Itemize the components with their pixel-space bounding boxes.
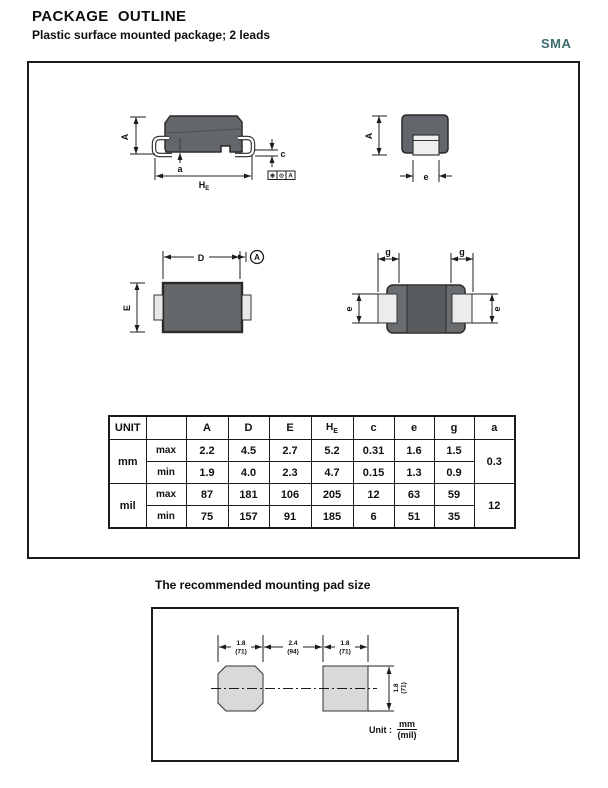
- table-cell: 2.2: [186, 440, 228, 462]
- table-cell: 205: [311, 484, 353, 506]
- dim-label-E: E: [122, 304, 132, 312]
- table-cell: 181: [228, 484, 269, 506]
- package-outline-drawings: [27, 61, 576, 411]
- table-cell: 5.2: [311, 440, 353, 462]
- table-header-unit: UNIT: [109, 416, 146, 440]
- table-cell: 63: [394, 484, 434, 506]
- svg-text:A: A: [254, 253, 260, 262]
- svg-text:(94): (94): [287, 648, 299, 656]
- svg-text:1.8: 1.8: [236, 640, 246, 647]
- table-cell: 1.9: [186, 462, 228, 484]
- table-cell: 4.0: [228, 462, 269, 484]
- unit-note-fraction: $\frac{mm}{\text{(mil)}}$: [397, 719, 417, 741]
- table-cell: 87: [186, 484, 228, 506]
- end-view-drawing: [364, 115, 452, 182]
- svg-text:⊕: ⊕: [269, 173, 276, 180]
- dim-label-e: e: [423, 172, 429, 182]
- table-header-a: a: [474, 416, 515, 440]
- table-cell: 106: [269, 484, 311, 506]
- table-cell: 35: [434, 506, 474, 529]
- mounting-pad-heading: The recommended mounting pad size: [155, 578, 371, 592]
- table-min-label: min: [146, 462, 186, 484]
- svg-text:(71): (71): [400, 682, 408, 694]
- table-cell: 157: [228, 506, 269, 529]
- svg-text:1.8: 1.8: [393, 683, 400, 693]
- table-cell: 51: [394, 506, 434, 529]
- table-cell: 0.31: [353, 440, 394, 462]
- table-header-HE: $H_E$: [311, 416, 353, 440]
- dim-label-e-left: e: [344, 306, 354, 312]
- dim-label-g-right: g: [459, 247, 465, 257]
- table-header-c: c: [353, 416, 394, 440]
- table-cell: 0.9: [434, 462, 474, 484]
- svg-text:⊙: ⊙: [278, 173, 285, 180]
- table-cell: 91: [269, 506, 311, 529]
- table-cell: 185: [311, 506, 353, 529]
- page-subtitle: Plastic surface mounted package; 2 leads: [32, 28, 271, 42]
- table-cell: 0.15: [353, 462, 394, 484]
- table-max-label: max: [146, 440, 186, 462]
- pad-dim-right: [335, 638, 355, 656]
- pad-dim-mid: [283, 638, 303, 656]
- table-cell: 1.6: [394, 440, 434, 462]
- table-cell: 12: [353, 484, 394, 506]
- datum-frame: [268, 171, 295, 180]
- package-code: SMA: [541, 36, 572, 51]
- table-header-e: e: [394, 416, 434, 440]
- svg-text:2.4: 2.4: [288, 640, 298, 647]
- table-header-D: D: [228, 416, 269, 440]
- dim-label-HE: $H_E$: [198, 180, 210, 192]
- dim-label-a: a: [177, 164, 183, 174]
- svg-text:(71): (71): [235, 648, 247, 656]
- dim-label-D: D: [197, 253, 205, 263]
- table-header-A: A: [186, 416, 228, 440]
- table-cell: 75: [186, 506, 228, 529]
- table-header-blank: [146, 416, 186, 440]
- table-cell: 4.5: [228, 440, 269, 462]
- table-cell-a-mm: 0.3: [474, 440, 515, 484]
- datum-circle-A: [251, 251, 264, 264]
- dim-label-g-left: g: [385, 247, 391, 257]
- table-cell: 1.5: [434, 440, 474, 462]
- dim-label-e-right: e: [492, 306, 502, 312]
- side-view-drawing: [120, 116, 295, 192]
- mounting-pad-drawing: [151, 607, 455, 758]
- table-unit-mil: mil: [109, 484, 146, 529]
- pad-dim-left: [231, 638, 251, 656]
- dim-label-A: A: [120, 133, 130, 141]
- top-view-drawing: [122, 250, 264, 332]
- unit-note-label: Unit :: [369, 724, 392, 735]
- table-max-label: max: [146, 484, 186, 506]
- table-header-g: g: [434, 416, 474, 440]
- table-header-E: E: [269, 416, 311, 440]
- table-cell: 4.7: [311, 462, 353, 484]
- table-cell: 2.3: [269, 462, 311, 484]
- table-unit-mm: mm: [109, 440, 146, 484]
- bottom-view-drawing: [344, 247, 502, 333]
- dim-label-A2: A: [364, 132, 374, 140]
- page-title: PACKAGE OUTLINE: [32, 8, 187, 25]
- table-cell-a-mil: 12: [474, 484, 515, 529]
- table-cell: 59: [434, 484, 474, 506]
- dim-label-c: c: [280, 149, 286, 159]
- table-cell: 6: [353, 506, 394, 529]
- pad-dim-height: [393, 682, 408, 694]
- table-cell: 2.7: [269, 440, 311, 462]
- dimension-table: [108, 415, 516, 529]
- table-cell: 1.3: [394, 462, 434, 484]
- svg-text:1.8: 1.8: [340, 640, 350, 647]
- table-min-label: min: [146, 506, 186, 529]
- svg-text:(71): (71): [339, 648, 351, 656]
- svg-text:A: A: [288, 173, 293, 180]
